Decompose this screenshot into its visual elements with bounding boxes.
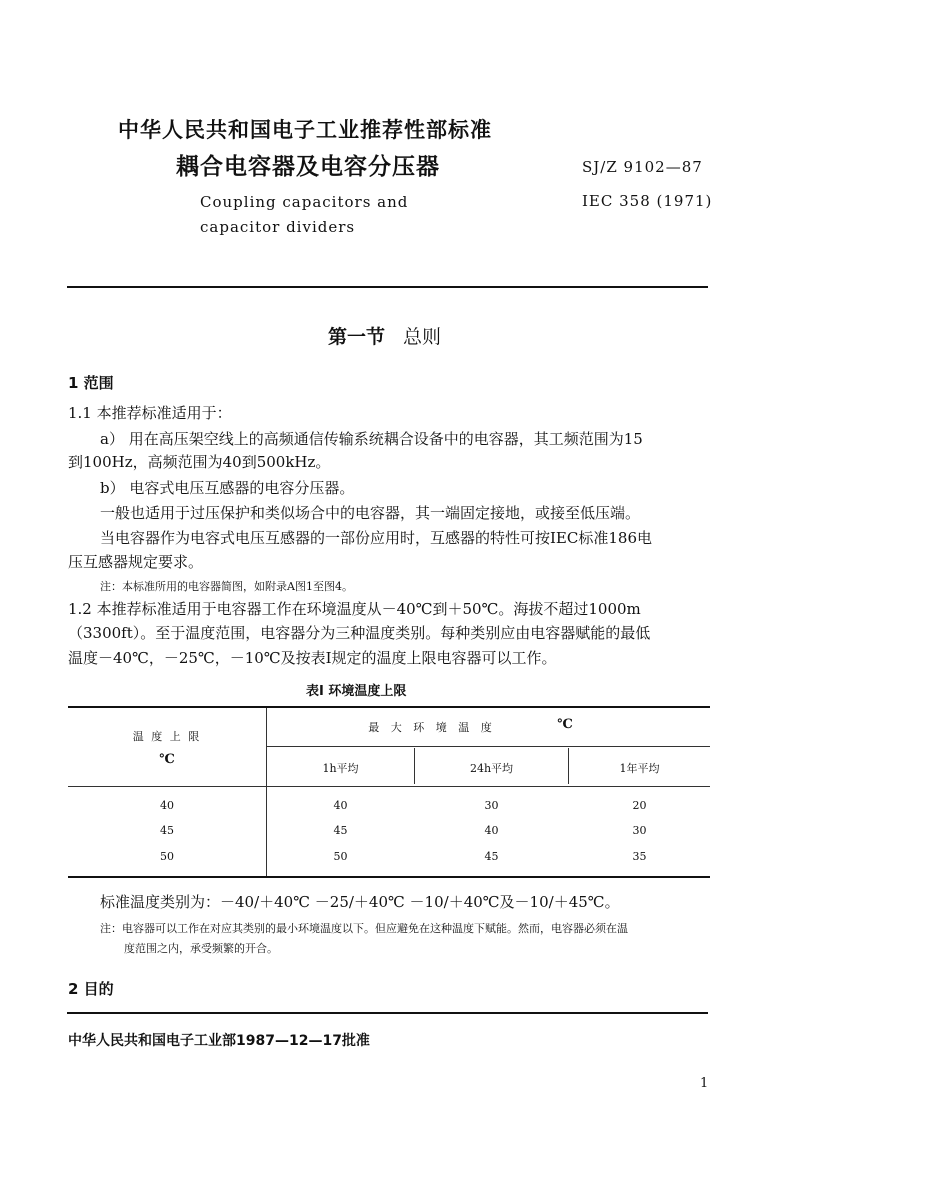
table-caption: 表Ⅰ 环境温度上限 xyxy=(306,684,407,699)
standard-code-iec: IEC 358 (1971) xyxy=(582,192,713,210)
document-title-en-line2: capacitor dividers xyxy=(200,218,356,236)
col0-header-line1: 温 度 上 限 xyxy=(132,730,202,743)
header-divider xyxy=(67,286,708,288)
footer-divider xyxy=(67,1012,708,1014)
table-group-underline xyxy=(267,746,710,747)
cell-temp-limit: 50 xyxy=(160,850,174,863)
para-b-line: b） 电容式电压互感器的电容分压器。 xyxy=(100,479,355,497)
section-title xyxy=(328,322,441,349)
para-1-2-line2: （3300ft）。至于温度范围，电容器分为三种温度类别。每种类别应由电容器赋能的最低 xyxy=(68,624,651,642)
cell-1y: 30 xyxy=(632,824,647,837)
table-top-rule xyxy=(68,706,710,708)
note-2-line2: 度范围之内，承受频繁的开合。 xyxy=(124,942,278,955)
standard-org-line: 中华人民共和国电子工业推荐性部标准 xyxy=(118,118,492,142)
group-header: 最 大 环 境 温 度 xyxy=(368,721,496,734)
cell-24h: 40 xyxy=(484,824,499,837)
approval-line: 中华人民共和国电子工业部1987—12—17批准 xyxy=(68,1033,370,1049)
section-name: 总则 xyxy=(403,326,442,348)
cell-1y: 20 xyxy=(632,799,647,812)
para-ct-line2: 压互感器规定要求。 xyxy=(68,553,204,571)
para-ct-line1: 当电容器作为电容式电压互感器的一部份应用时，互感器的特性可按IEC标准186电 xyxy=(100,529,652,547)
sub-header-1h: 1h平均 xyxy=(322,762,359,775)
document-title-en-line1: Coupling capacitors and xyxy=(200,193,409,211)
cell-1h: 50 xyxy=(333,850,348,863)
para-a-line1: a） 用在高压架空线上的高频通信传输系统耦合设备中的电容器，其工频范围为15 xyxy=(100,430,643,448)
standard-code-sj: SJ/Z 9102—87 xyxy=(582,158,703,176)
note-2-line1: 注：电容器可以工作在对应其类别的最小环境温度以下。但应避免在这种温度下赋能。然而，电容器必须在温 xyxy=(100,922,628,935)
para-1-2-line1: 1.2 本推荐标准适用于电容器工作在环境温度从－40℃到＋50℃。海拔不超过1000m xyxy=(68,600,641,618)
cell-1y: 35 xyxy=(632,850,647,863)
heading-purpose: 2 目的 xyxy=(68,980,114,998)
cell-temp-limit: 45 xyxy=(160,824,174,837)
para-a-line2: 到100Hz，高频范围为40到500kHz。 xyxy=(68,453,331,471)
para-1-1: 1.1 本推荐标准适用于： xyxy=(68,404,232,422)
page-number: 1 xyxy=(700,1076,709,1091)
col0-header-unit: ℃ xyxy=(159,752,175,767)
group-header-unit: ℃ xyxy=(557,717,573,732)
cell-temp-limit: 40 xyxy=(160,799,174,812)
sub-header-1y: 1年平均 xyxy=(619,762,660,775)
temperature-categories: 标准温度类别为：－40/＋40℃ －25/＋40℃ －10/＋40℃及－10/＋45℃。 xyxy=(100,893,620,911)
note-1: 注：本标准所用的电容器简图，如附录A图1至图4。 xyxy=(100,580,353,593)
cell-24h: 45 xyxy=(484,850,499,863)
section-label: 第一节 xyxy=(328,326,386,348)
cell-1h: 40 xyxy=(333,799,348,812)
cell-1h: 45 xyxy=(333,824,348,837)
table-bottom-rule xyxy=(68,876,710,878)
cell-24h: 30 xyxy=(484,799,499,812)
sub-header-24h: 24h平均 xyxy=(469,762,514,775)
para-1-2-line3: 温度－40℃，－25℃，－10℃及按表Ⅰ规定的温度上限电容器可以工作。 xyxy=(68,649,557,667)
para-general: 一般也适用于过压保护和类似场合中的电容器，其一端固定接地，或接至低压端。 xyxy=(100,504,641,522)
document-title-cn: 耦合电容器及电容分压器 xyxy=(176,154,440,180)
heading-scope: 1 范围 xyxy=(68,374,114,392)
table-header-bottom-rule xyxy=(68,786,710,787)
